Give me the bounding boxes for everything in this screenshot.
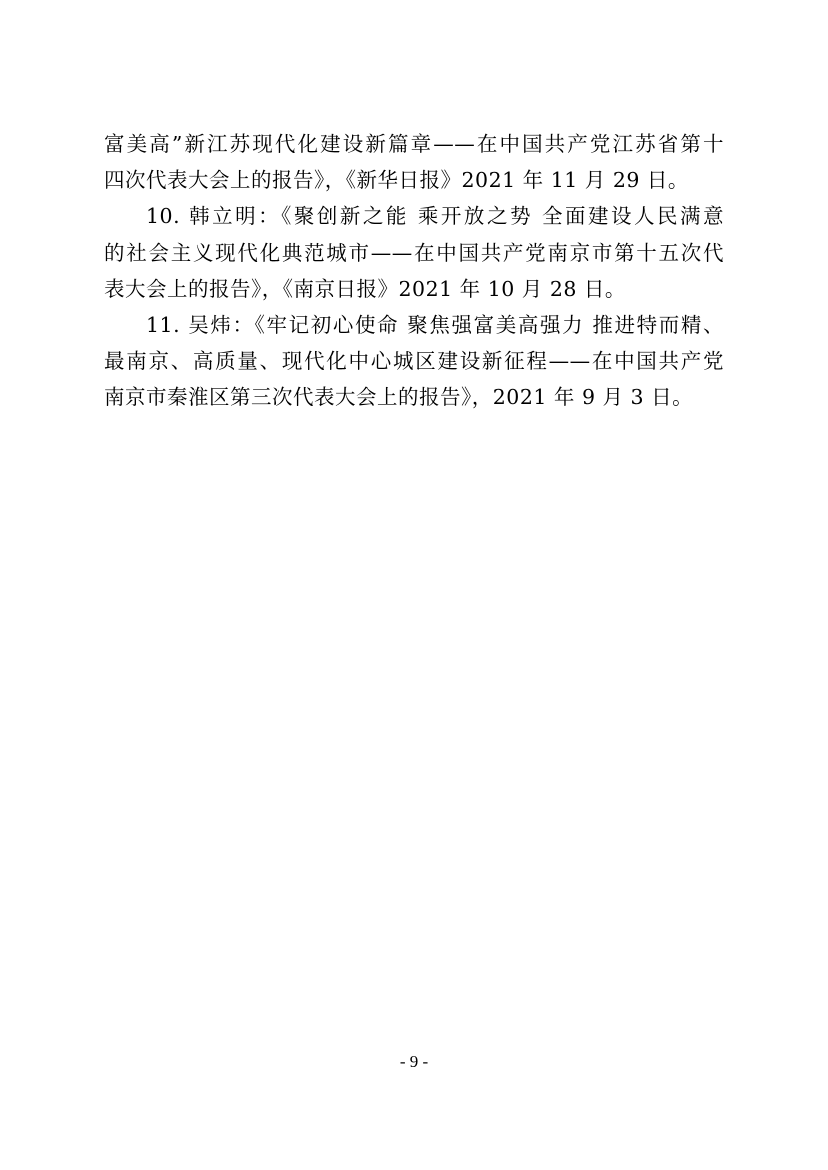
reference-item-9-continuation: [104, 126, 724, 198]
reference-line: 南京市秦淮区第三次代表大会上的报告》，2021 年 9 月 3 日。: [104, 385, 694, 410]
page-number: - 9 -: [399, 1052, 429, 1071]
reference-item-10: [104, 198, 724, 307]
reference-line: 四次代表大会上的报告》，《新华日报》2021 年 11 月 29 日。: [104, 168, 689, 193]
reference-list: [104, 126, 724, 416]
reference-line: 最南京、高质量、现代化中心城区建设新征程——在中国共产党: [104, 349, 724, 374]
reference-line: 富美高”新江苏现代化建设新篇章——在中国共产党江苏省第十: [104, 132, 724, 156]
reference-line: 10. 韩立明：《聚创新之能 乘开放之势 全面建设人民满意: [146, 204, 724, 229]
reference-line: 11. 吴炜：《牢记初心使命 聚焦强富美高强力 推进特而精、: [146, 312, 724, 337]
reference-line: 表大会上的报告》，《南京日报》2021 年 10 月 28 日。: [104, 276, 626, 301]
reference-line: 的社会主义现代化典范城市——在中国共产党南京市第十五次代: [104, 240, 724, 265]
reference-item-11: [104, 307, 724, 416]
